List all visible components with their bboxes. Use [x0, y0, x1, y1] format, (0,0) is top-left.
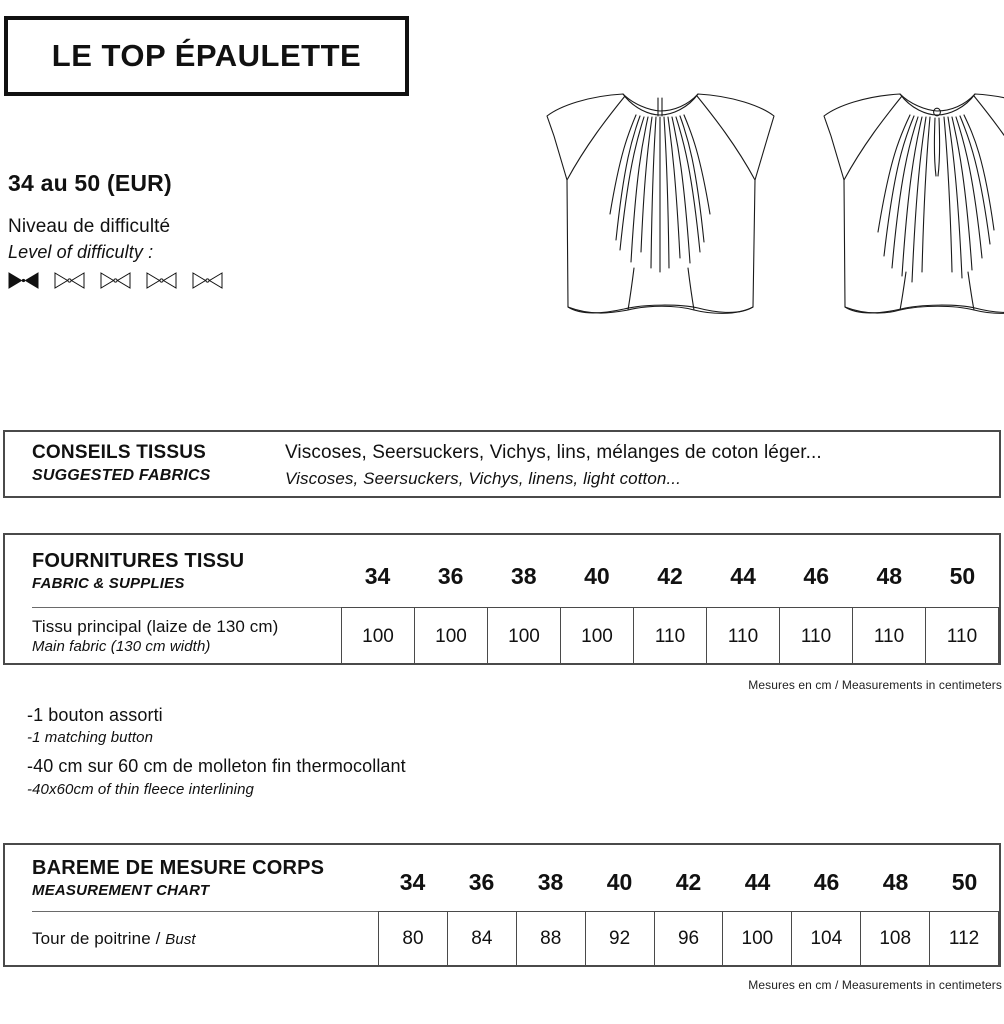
supplies-row-label-en: Main fabric (130 cm width): [32, 638, 211, 655]
measurement-size-header: 38: [537, 868, 564, 895]
fabric-advice-value-en: Viscoses, Seersuckers, Vichys, linens, light cotton...: [285, 469, 681, 488]
measurement-size-header: 46: [813, 868, 840, 895]
supplies-size-header: 40: [584, 562, 610, 589]
bowtie-icon-5: [192, 272, 223, 289]
bowtie-icon-3: [100, 272, 131, 289]
supplies-value-cell: 100: [561, 608, 634, 665]
measurement-value-cell: 92: [586, 912, 655, 965]
fabric-advice-table: [3, 430, 1001, 498]
supplies-value-cell: 100: [415, 608, 488, 665]
measurement-size-header: 42: [675, 868, 702, 895]
supplies-value-cell: 110: [634, 608, 707, 665]
garment-illustrations: [448, 72, 1004, 322]
measurement-value-cell: 104: [792, 912, 861, 965]
supplies-size-header: 38: [510, 562, 537, 589]
garment-back-view: [824, 94, 1004, 313]
difficulty-rating: [8, 272, 223, 289]
measurement-divider: [32, 911, 379, 912]
bowtie-icon-1: [8, 272, 39, 289]
measurement-footnote: Mesures en cm / Measurements in centimeters: [748, 978, 1002, 992]
supplies-value-cell: 110: [780, 608, 853, 665]
supplies-value-cell: 110: [926, 608, 999, 665]
supplies-value-cell: 100: [488, 608, 561, 665]
page-title: LE TOP ÉPAULETTE: [51, 38, 362, 73]
measurement-size-header: 36: [468, 868, 495, 895]
measurement-title-fr: BAREME DE MESURE CORPS: [32, 857, 325, 879]
measurement-size-header: 34: [399, 868, 426, 895]
measurement-size-header: 44: [744, 868, 771, 895]
difficulty-label-fr: Niveau de difficulté: [8, 216, 171, 237]
measurement-value-cell: 100: [723, 912, 792, 965]
supplies-value-cell: 110: [853, 608, 926, 665]
supplies-size-header: 36: [437, 562, 464, 589]
measurement-size-header-row: [378, 853, 999, 911]
fabric-advice-value-fr: Viscoses, Seersuckers, Vichys, lins, mélanges de coton léger...: [285, 442, 822, 463]
measurement-chart-table: [3, 843, 1001, 967]
measurement-size-header: 50: [951, 868, 978, 895]
supplies-value-cell: 100: [342, 608, 415, 665]
supplies-size-header: 48: [876, 562, 903, 589]
supplies-title-en: FABRIC & SUPPLIES: [32, 575, 185, 592]
technical-drawings: [448, 72, 1004, 322]
supplies-size-header: 46: [803, 562, 829, 589]
supplies-row-label-fr: Tissu principal (laize de 130 cm): [32, 617, 279, 636]
measurement-value-cell: 88: [517, 912, 586, 965]
bowtie-icon-4: [146, 272, 177, 289]
size-range-label: 34 au 50 (EUR): [8, 170, 172, 196]
fabric-advice-label-en: SUGGESTED FABRICS: [32, 467, 211, 484]
supplies-title-fr: FOURNITURES TISSU: [32, 550, 245, 572]
fabric-supplies-table: [3, 533, 1001, 665]
measurement-row-label: [32, 929, 196, 949]
note-line-en: -40x60cm of thin fleece interlining: [27, 781, 254, 798]
difficulty-label-en: Level of difficulty :: [8, 242, 154, 262]
measurement-row-label-fr: Tour de poitrine /: [32, 929, 161, 948]
measurement-value-cell: 108: [861, 912, 930, 965]
supplies-size-header: 44: [730, 562, 756, 589]
measurement-title-en: MEASUREMENT CHART: [32, 882, 210, 899]
measurement-value-cell: 84: [448, 912, 517, 965]
note-line-en: -1 matching button: [27, 729, 154, 746]
note-line-fr: -1 bouton assorti: [27, 705, 163, 725]
garment-front-view: [547, 94, 774, 313]
supplies-size-header: 34: [364, 562, 391, 589]
measurement-value-cell: 96: [655, 912, 724, 965]
table-row: [341, 607, 999, 665]
note-line-fr: -40 cm sur 60 cm de molleton fin thermocollant: [27, 756, 406, 776]
measurement-value-cell: 80: [379, 912, 448, 965]
bowtie-icon-2: [54, 272, 85, 289]
measurement-row-label-en: Bust: [165, 931, 196, 948]
table-row: [378, 911, 999, 965]
supplies-footnote: Mesures en cm / Measurements in centimeters: [748, 678, 1002, 692]
measurement-size-header: 40: [606, 868, 633, 895]
measurement-size-header: 48: [882, 868, 909, 895]
supplies-size-header-row: [341, 545, 999, 607]
supplies-size-header: 50: [949, 562, 976, 589]
supplies-size-header: 42: [657, 562, 683, 589]
measurement-value-cell: 112: [930, 912, 999, 965]
fabric-advice-label-fr: CONSEILS TISSUS: [32, 442, 207, 463]
supplies-value-cell: 110: [707, 608, 780, 665]
supplies-divider: [32, 607, 342, 608]
page-title-box: [4, 16, 409, 96]
